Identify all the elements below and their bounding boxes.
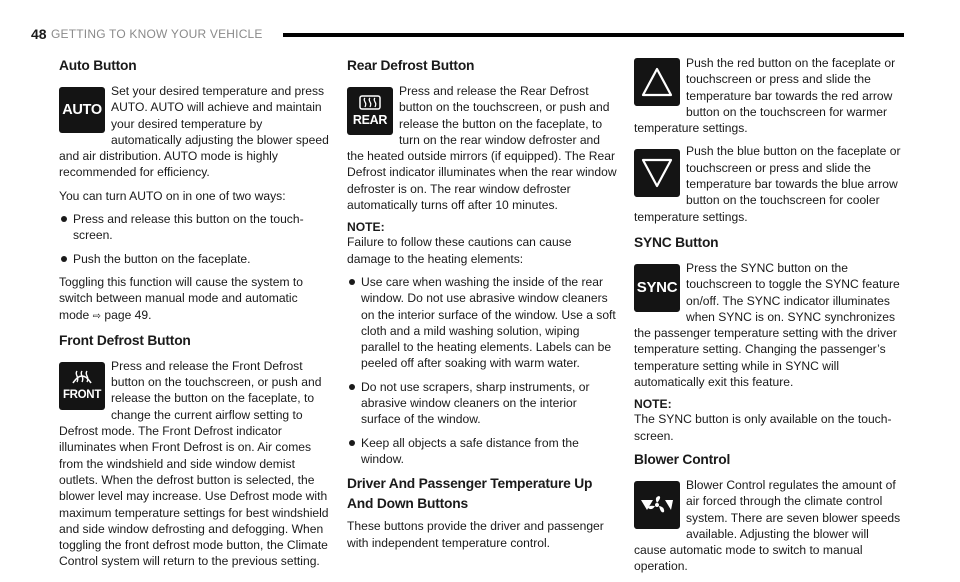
section-title: GETTING TO KNOW YOUR VEHICLE bbox=[51, 27, 263, 41]
page-reference-link[interactable]: page 49. bbox=[104, 307, 152, 322]
column-2 bbox=[347, 55, 617, 558]
rear-icon-label: REAR bbox=[352, 112, 388, 127]
auto-bullet-list bbox=[59, 211, 329, 267]
header-rule bbox=[283, 33, 904, 37]
list-item: Press and release this button on the touch-screen. bbox=[59, 211, 329, 244]
auto-paragraph-3-text: Toggling this function will cause the system to switch between manual mode and automatic mode bbox=[59, 274, 304, 322]
page-number: 48 bbox=[31, 26, 47, 42]
list-item: Use care when washing the inside of the rear window. Do not use abrasive window cleaners on the interior surface of the window. Use a soft cloth and a mild washing solution, wiping parallel to the heating elements. Labels can be peeled off after soaking with warm water. bbox=[347, 274, 617, 372]
list-item: Push the button on the faceplate. bbox=[59, 251, 329, 267]
blower-fan-glyph bbox=[639, 494, 675, 516]
rear-defrost-note bbox=[347, 220, 617, 267]
sync-paragraph: Press the SYNC button on the touchscreen to toggle the SYNC feature on/off. The SYNC indicator illuminates when SYNC is on. SYNC synchronizes the passenger temperature setting with the driver temperature setting. Changing the passenger’s temperature setting while in SYNC will automatically exit this feature. bbox=[634, 260, 900, 390]
front-icon-label: FRONT bbox=[62, 388, 102, 401]
front-defrost-icon bbox=[59, 362, 105, 410]
column-3 bbox=[634, 55, 904, 582]
auto-heading: Auto Button bbox=[59, 58, 137, 73]
blower-fan-icon bbox=[634, 481, 680, 529]
temperature-buttons-heading: Driver And Passenger Temperature Up And Down Buttons bbox=[347, 476, 593, 512]
auto-button-icon bbox=[59, 87, 105, 133]
temperature-buttons-paragraph: These buttons provide the driver and passenger with independent temperature control. bbox=[347, 519, 604, 550]
rear-defrost-icon bbox=[347, 87, 393, 135]
ref-arrow-icon: ⇨ bbox=[92, 310, 102, 322]
front-defrost-paragraph: Press and release the Front Defrost button on the touchscreen, or push and release the button on the faceplate, to change the current airflow setting to Defrost mode. The Front Defrost indicator illuminates when Front Defrost is on. Air comes from the windshield and side window demist outlets. When the defrost button is selected, the blower level may increase. Use Defrost mode with maximum temperature settings for best windshield and side window defrosting and defogging. When toggling the front defrost mode button, the Climate Control system will return to the previous setting. bbox=[59, 358, 329, 569]
front-defrost-heading: Front Defrost Button bbox=[59, 332, 191, 348]
triangle-down-icon bbox=[634, 149, 680, 197]
list-item: Do not use scrapers, sharp instruments, or abrasive window cleaners on the interior surface of the window. bbox=[347, 379, 617, 428]
auto-paragraph-3 bbox=[59, 274, 329, 325]
sync-note bbox=[634, 397, 904, 444]
blower-paragraph: Blower Control regulates the amount of air forced through the climate control system. There are seven blower speeds available. Adjusting the blower will cause automatic mode to switch to manual operation. bbox=[634, 477, 901, 574]
triangle-down-glyph bbox=[640, 156, 674, 190]
auto-paragraph-2: You can turn AUTO on in one of two ways: bbox=[59, 188, 286, 203]
rear-defrost-waves-icon bbox=[358, 94, 382, 112]
temperature-down-paragraph: Push the blue button on the faceplate or touchscreen or press and slide the temperature bar towards the blue arrow button on the touchscreen for cooler temperature settings. bbox=[634, 144, 901, 224]
note-text: Failure to follow these cautions can cause damage to the heating elements: bbox=[347, 235, 572, 266]
note-label: NOTE: bbox=[634, 397, 672, 412]
temperature-up-paragraph: Push the red button on the faceplate or touchscreen or press and slide the temperature bar towards the red arrow button on the touchscreen for warmer temperature settings. bbox=[634, 56, 896, 136]
triangle-up-icon bbox=[634, 58, 680, 106]
sync-button-icon bbox=[634, 264, 680, 312]
auto-icon-label: AUTO bbox=[62, 101, 102, 118]
note-text: The SYNC button is only available on the touch-screen. bbox=[634, 412, 892, 443]
auto-paragraph-1: Set your desired temperature and press AUTO. AUTO will achieve and maintain your desired temperature by automatically adjusting the blower speed and air distribution. AUTO mode is highly recommended for efficiency. bbox=[59, 84, 329, 180]
sync-heading: SYNC Button bbox=[634, 234, 719, 250]
blower-heading: Blower Control bbox=[634, 451, 731, 467]
front-defrost-waves-icon bbox=[71, 369, 93, 387]
page-header bbox=[31, 22, 904, 46]
triangle-up-glyph bbox=[640, 65, 674, 99]
column-1 bbox=[59, 55, 329, 577]
list-item: Keep all objects a safe distance from the window. bbox=[347, 435, 617, 468]
rear-defrost-bullet-list bbox=[347, 274, 617, 467]
rear-defrost-heading: Rear Defrost Button bbox=[347, 58, 475, 73]
rear-defrost-paragraph: Press and release the Rear Defrost button on the touchscreen, or push and release the button on the faceplate, to turn on the rear window defroster and the heated outside mirrors (if equipped). The Rear Defrost indicator illuminates when the rear window defroster is on. The rear window defroster automatically turns off after 10 minutes. bbox=[347, 84, 617, 213]
note-label: NOTE: bbox=[347, 220, 385, 235]
sync-icon-label: SYNC bbox=[636, 278, 678, 296]
